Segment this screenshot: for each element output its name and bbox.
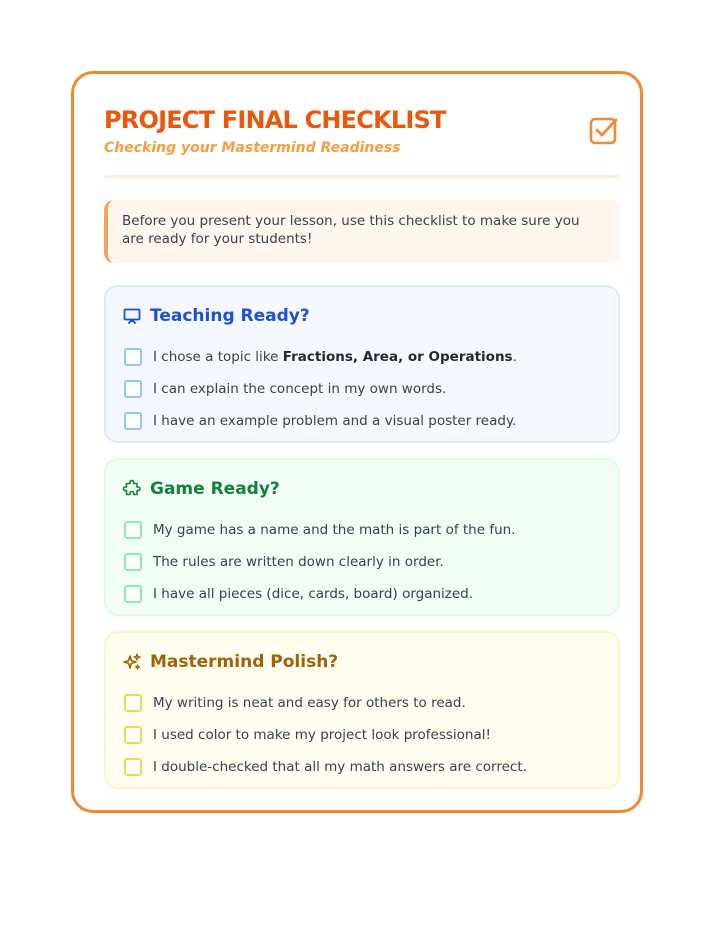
section-header [122,303,310,329]
checklist-item [124,751,527,783]
checkbox[interactable] [124,758,142,776]
header [104,102,620,178]
section-game-ready [104,458,620,616]
puzzle-icon [122,479,142,499]
checkbox-checked-icon [588,114,620,146]
checklist-item [124,687,527,719]
checklist-item [124,341,517,373]
header-divider [104,175,620,178]
checklist-item-text: I can explain the concept in my own words. [153,381,447,397]
checkbox[interactable] [124,348,142,366]
checkbox[interactable] [124,726,142,744]
checklist-items [124,341,517,437]
presentation-icon [122,306,142,326]
section-teaching-ready [104,285,620,443]
checklist-item-text: I have all pieces (dice, cards, board) organized. [153,586,474,602]
checkbox[interactable] [124,380,142,398]
checklist-item [124,546,515,578]
checklist-item [124,514,515,546]
section-title: Game Ready? [150,479,280,499]
section-header [122,476,280,502]
item-text-prefix: I chose a topic like [153,349,283,365]
checkbox[interactable] [124,694,142,712]
checklist-item-text [153,349,517,365]
checkbox[interactable] [124,412,142,430]
sparkles-icon [122,652,142,672]
item-text-suffix: . [512,349,517,365]
section-title: Mastermind Polish? [150,652,339,672]
checklist-item [124,373,517,405]
checklist-items [124,514,515,610]
intro-callout [104,200,620,263]
checklist-item-text: I used color to make my project look professional! [153,727,491,743]
checklist-item [124,578,515,610]
page-subtitle: Checking your Mastermind Readiness [104,140,401,156]
item-text-bold: Fractions, Area, or Operations [282,349,513,365]
checklist-item [124,719,527,751]
checklist-item-text: I have an example problem and a visual poster ready. [153,413,517,429]
checklist-items [124,687,527,783]
checklist-item-text: My game has a name and the math is part of the fun. [153,522,516,538]
section-title: Teaching Ready? [150,306,310,326]
checklist-item [124,405,517,437]
checklist-item-text: The rules are written down clearly in order. [153,554,444,570]
checkbox[interactable] [124,585,142,603]
checkbox[interactable] [124,521,142,539]
checklist-item-text: My writing is neat and easy for others to read. [153,695,466,711]
intro-text: Before you present your lesson, use this checklist to make sure you are ready for your students! [122,213,580,247]
checklist-card [71,71,643,813]
section-mastermind-polish [104,631,620,789]
checklist-item-text: I double-checked that all my math answers are correct. [153,759,527,775]
section-header [122,649,338,675]
checkbox[interactable] [124,553,142,571]
page-title: PROJECT FINAL CHECKLIST [104,106,446,134]
